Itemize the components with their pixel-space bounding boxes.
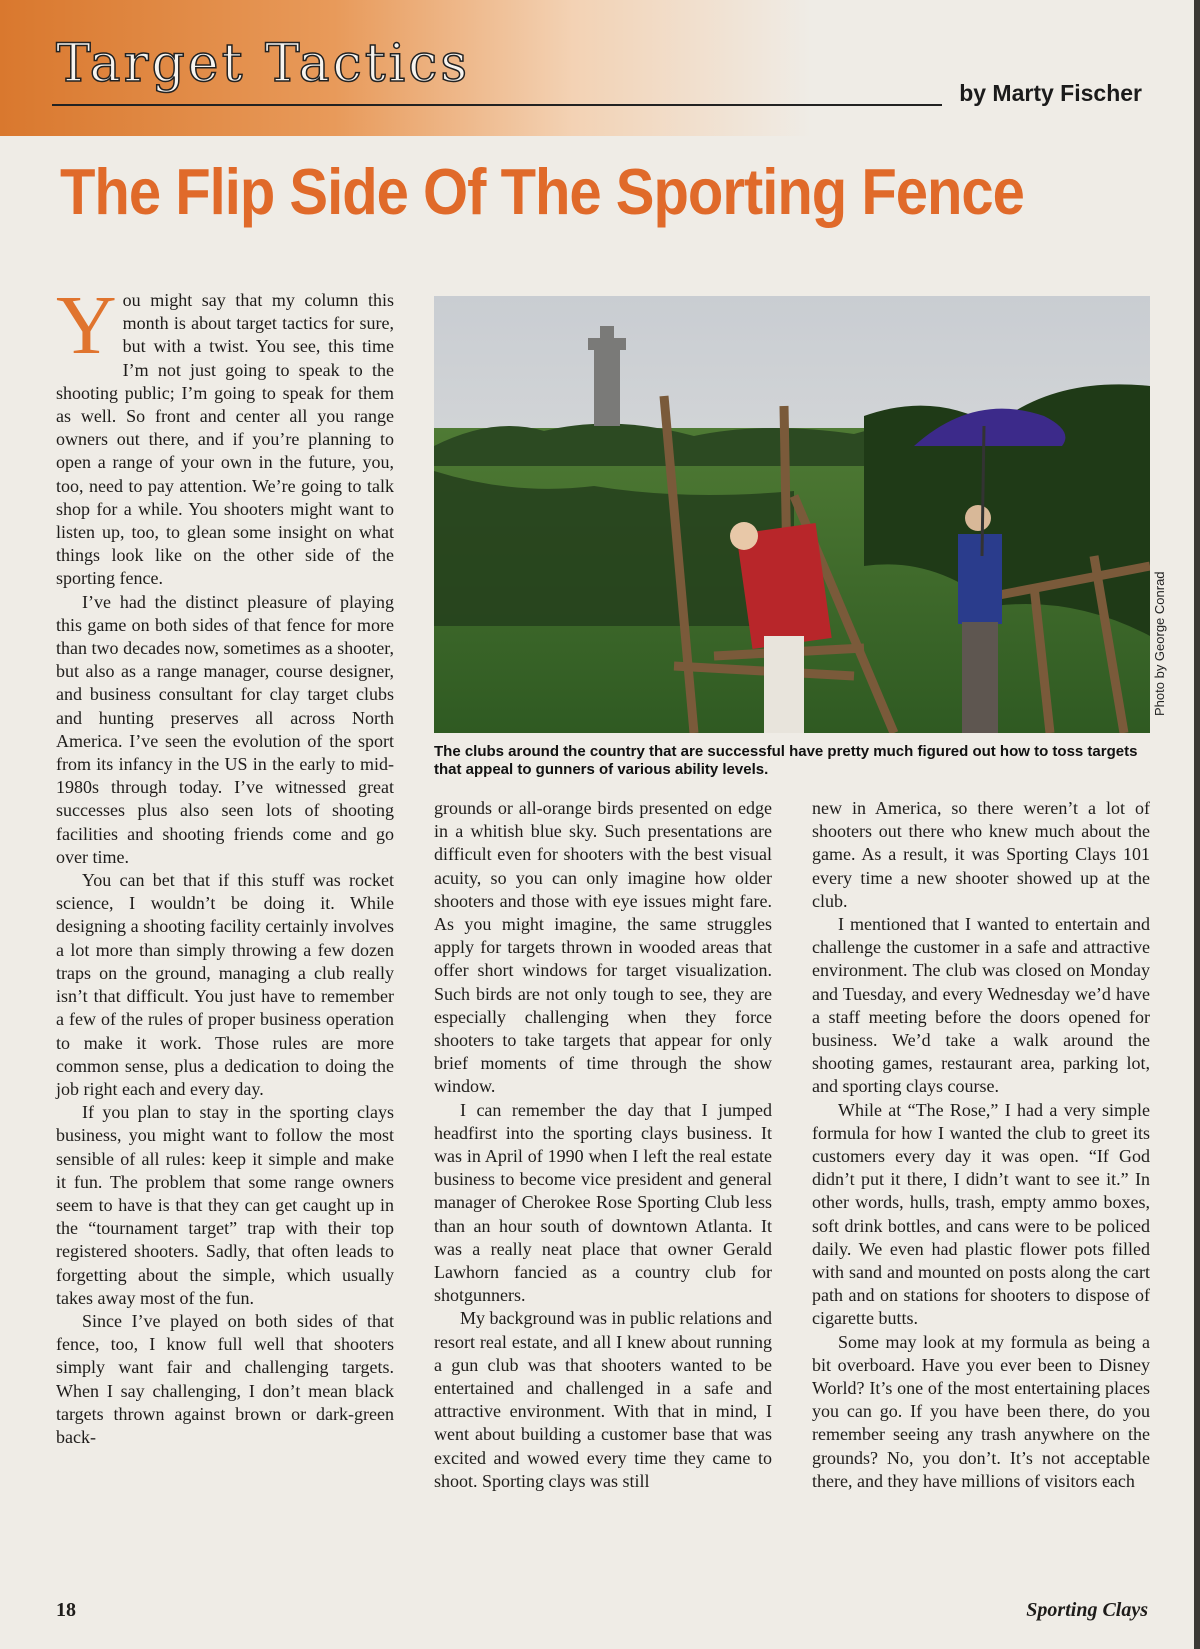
paragraph: I mentioned that I wanted to entertain and challenge the customer in a safe and attractive environment. The club was closed on Monday and Tuesday, and every Wednesday we’d have a staff meeting before the doors opened for business. We’d take a walk around the shooting games, restaurant area, parking lot, and sporting clays course. <box>812 914 1150 1097</box>
section-title: Target Tactics <box>56 34 471 94</box>
paragraph: new in America, so there weren’t a lot of shooters out there who knew much about the game. As a result, it was Sporting Clays 101 every time a new shooter showed up at the club. <box>812 798 1150 911</box>
article-photo <box>434 296 1150 733</box>
paragraph: My background was in public relations and resort real estate, and all I knew about running a gun club was that shooters wanted to be entertained and challenged in a safe and attractive environment. With that in mind, I went about building a customer base that was excited and wowed every time they came to shoot. Sporting clays was still <box>434 1308 772 1491</box>
paragraph: While at “The Rose,” I had a very simple formula for how I wanted the club to greet its customers every day it was open. “If God didn’t put it there, I didn’t want to see it.” In other words, hulls, trash, empty ammo boxes, soft drink bottles, and cans were to be policed daily. We even had plastic flower pots filled with sand and mounted on posts along the cart path and on stations for shooters to dispose of cigarette butts. <box>812 1099 1150 1329</box>
shooters-photo-illustration <box>434 296 1150 733</box>
page-edge <box>1194 0 1200 1649</box>
paragraph: Since I’ve played on both sides of that fence, too, I know full well that shooters simply want fair and challenging targets. When I say challenging, I don’t mean black targets thrown against brown or dark-green back- <box>56 1310 394 1447</box>
paragraph: I can remember the day that I jumped headfirst into the sporting clays business. It was in April of 1990 when I left the real estate business to become vice president and general manager of Cherokee Rose Sporting Club less than an hour south of downtown Atlanta. It was a really neat place that owner Gerald Lawhorn fancied as a country club for shotgunners. <box>434 1099 772 1306</box>
paragraph: I’ve had the distinct pleasure of playing this game on both sides of that fence for more than two decades now, sometimes as a shooter, but also as a range manager, course designer, and business consultant for clay target clubs and hunting preserves all across North America. I’ve seen the evolution of the sport from its infancy in the US in the early to mid-1980s through today. I’ve witnessed great successes plus also seen lots of shooting facilities and shooting friends come and go over time. <box>56 591 394 867</box>
paragraph: Some may look at my formula as being a bit overboard. Have you ever been to Disney World? It’s one of the most entertaining places you can go. If you have been there, do you remember seeing any trash anywhere on the grounds? No, you don’t. It’s not acceptable there, and they have millions of visitors each <box>812 1331 1150 1491</box>
paragraph: You can bet that if this stuff was rocket science, I wouldn’t be doing it. While designing a shooting facility certainly involves a lot more than simply throwing a few dozen traps on the ground, managing a club really isn’t that difficult. You just have to remember a few of the rules of proper business operation to make it work. Those rules are more common sense, plus a dedication to doing the job right each and every day. <box>56 870 394 1099</box>
article-column-1 <box>56 279 394 1449</box>
paragraph: If you plan to stay in the sporting clays business, you might want to follow the most sensible of all rules: keep it simple and make it fun. The problem that some range owners seem to have is that they can get caught up in the “tournament target” trap with their top registered shooters. Sadly, that often leads to forgetting about the simple, which usually takes away most of the fun. <box>56 1102 394 1308</box>
article-column-3 <box>812 797 1150 1493</box>
drop-cap: Y <box>56 279 117 372</box>
paragraph: grounds or all-orange birds presented on edge in a whitish blue sky. Such presentations are difficult even for shooters with the best visual acuity, so you can only imagine how older shooters and those with eye issues might fare. As you might imagine, the same struggles apply for targets thrown in wooded areas that offer short windows for target visualization. Such birds are not only tough to see, they are especially challenging when they force shooters to take targets that appear for only brief moments of time through the show window. <box>434 798 772 1097</box>
article-headline: The Flip Side Of The Sporting Fence <box>60 155 1024 229</box>
paragraph <box>56 279 394 591</box>
page-number: 18 <box>56 1599 76 1621</box>
article-column-2 <box>434 797 772 1493</box>
photo-credit: Photo by George Conrad <box>1152 571 1167 716</box>
magazine-name: Sporting Clays <box>1026 1599 1148 1621</box>
header-rule <box>52 104 942 106</box>
photo-caption: The clubs around the country that are successful have pretty much figured out how to toss targets that appeal to gunners of various ability levels. <box>434 743 1138 778</box>
paragraph-text: ou might say that my column this month is about target tactics for sure, but with a twist. You see, this time I’m not just going to speak to the shooting public; I’m going to speak for them as well. So front and center all you range owners out there, and if you’re planning to open a range of your own in the future, you, too, need to pay attention. We’re going to talk shop for a while. You shooters might want to listen up, too, to glean some insight on what things look like on the other side of the sporting fence. <box>56 290 394 589</box>
byline: by Marty Fischer <box>959 80 1142 106</box>
